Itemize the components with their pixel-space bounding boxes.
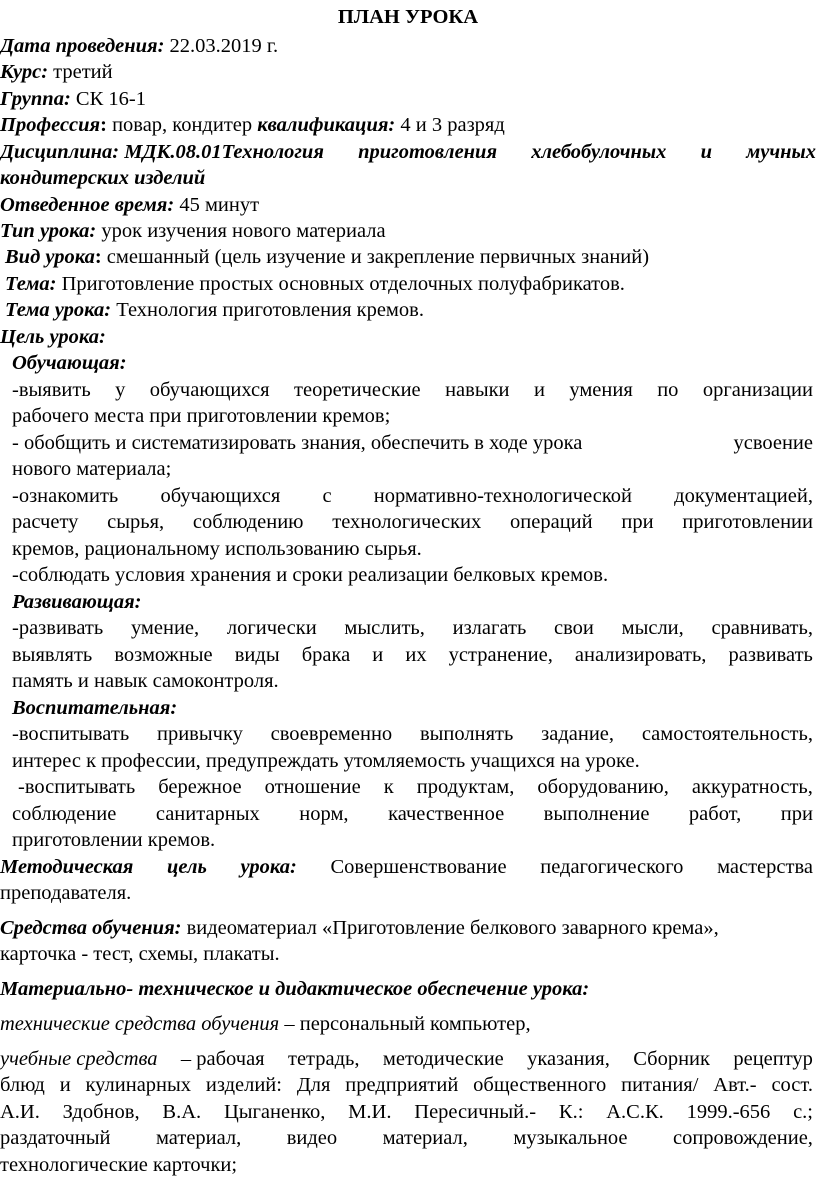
lesson-topic-value: Технология приготовления кремов. xyxy=(111,299,424,321)
teaching-item-1-cont: рабочего места при приготовлении кремов; xyxy=(12,405,391,427)
developing-line-1: -развивать умение, логически мыслить, излагать свои мысли, сравнивать, xyxy=(12,617,813,639)
material-heading: Материально- техническое и дидактическое обеспечение урока: xyxy=(0,978,590,1000)
developing-heading: Развивающая: xyxy=(12,591,142,613)
goals-heading: Цель урока: xyxy=(0,326,106,348)
date-label: Дата проведения: xyxy=(0,35,165,57)
means-line xyxy=(0,915,816,941)
topic-label: Тема: xyxy=(5,273,57,295)
educational-item-2-line-2: соблюдение санитарных норм, качественное выполнение работ, при xyxy=(12,803,813,825)
teaching-item-4: -соблюдать условия хранения и сроки реализации белковых кремов. xyxy=(12,564,609,586)
study-means-line-5: технологические карточки; xyxy=(0,1154,238,1176)
teaching-item-2: - обобщить и систематизировать знания, обеспечить в ходе урока усвоение xyxy=(12,432,813,454)
educational-heading: Воспитательная: xyxy=(12,697,178,719)
kind-value: смешанный (цель изучение и закрепление первичных знаний) xyxy=(101,246,650,268)
kind-line: Вид урока: смешанный (цель изучение и закрепление первичных знаний) xyxy=(5,246,650,268)
lesson-type-label: Тип урока: xyxy=(0,220,97,242)
lesson-topic-line xyxy=(5,297,816,323)
teaching-item-1: -выявить у обучающихся теоретические навыки и умения по организации xyxy=(12,379,813,401)
qualification-value: 4 и 3 разряд xyxy=(395,114,505,136)
teaching-item-2-cont: нового материала; xyxy=(12,458,172,480)
study-means-line-2: блюд и кулинарных изделий: Для предприятий общественного питания/ Авт.- сост. xyxy=(0,1074,813,1096)
discipline-line-2: кондитерских изделий xyxy=(0,167,206,189)
study-means-line-4: раздаточный материал, видео материал, музыкальное сопровождение, xyxy=(0,1127,813,1149)
date-value: 22.03.2019 г. xyxy=(164,35,279,57)
time-line xyxy=(0,192,816,218)
study-means-line-1: учебные средства – рабочая тетрадь, методические указания, Сборник рецептур xyxy=(0,1048,813,1070)
lesson-type-line xyxy=(0,218,816,244)
course-value: третий xyxy=(48,61,113,83)
means-value: видеоматериал «Приготовление белкового заварного крема», xyxy=(181,917,719,939)
developing-line-2: выявлять возможные виды брака и их устранение, анализировать, развивать xyxy=(12,644,813,666)
means-cont: карточка - тест, схемы, плакаты. xyxy=(0,943,280,965)
lesson-topic-label: Тема урока: xyxy=(5,299,112,321)
teaching-item-3: -ознакомить обучающихся с нормативно-технологической документацией, xyxy=(12,485,813,507)
course-line xyxy=(0,59,816,85)
tech-means-value: – персональный компьютер, xyxy=(279,1013,531,1035)
study-means-line-3: А.И. Здобнов, В.А. Цыганенко, М.И. Пересичный.- К.: А.С.К. 1999.-656 с.; xyxy=(0,1101,813,1123)
educational-item-2: -воспитывать бережное отношение к продуктам, оборудованию, аккуратность, xyxy=(18,776,813,798)
profession-line: Профессия: повар, кондитер квалификация: 4 и 3 разряд xyxy=(0,114,505,136)
discipline-label: Дисциплина xyxy=(0,141,113,163)
tech-means-label: технические средства обучения xyxy=(0,1013,280,1035)
teaching-item-3-cont: кремов, рациональному использованию сырья. xyxy=(12,538,422,560)
teaching-item-3-line-2: расчету сырья, соблюдению технологических операций при приготовлении xyxy=(12,511,813,533)
methodical-goal-cont: преподавателя. xyxy=(0,882,132,904)
time-value: 45 минут xyxy=(174,194,260,216)
topic-line xyxy=(5,271,816,297)
educational-item-2-cont: приготовлении кремов. xyxy=(12,829,216,851)
group-label: Группа: xyxy=(0,88,71,110)
methodical-goal-line: Методическая цель урока: Совершенствование педагогического мастерства xyxy=(0,856,813,878)
date-line xyxy=(0,33,816,59)
qualification-label: квалификация: xyxy=(257,114,396,136)
profession-value: повар, кондитер xyxy=(106,114,258,136)
topic-value: Приготовление простых основных отделочных полуфабрикатов. xyxy=(56,273,625,295)
means-label: Средства обучения: xyxy=(0,917,182,939)
page-title: ПЛАН УРОКА xyxy=(337,6,479,28)
profession-label: Профессия xyxy=(0,114,101,136)
educational-item-1-cont: интерес к профессии, предупреждать утомляемость учащихся на уроке. xyxy=(12,750,640,772)
tech-means-line xyxy=(0,1011,816,1037)
teaching-heading: Обучающая: xyxy=(12,352,127,374)
study-means-label: учебные средства xyxy=(0,1048,158,1070)
developing-line-3: память и навык самоконтроля. xyxy=(12,670,279,692)
group-value: СК 16-1 xyxy=(70,88,146,110)
course-label: Курс: xyxy=(0,61,49,83)
lesson-type-value: урок изучения нового материала xyxy=(96,220,386,242)
discipline-line: Дисциплина: МДК.08.01Технология приготовления хлебобулочных и мучных xyxy=(0,141,816,163)
group-line xyxy=(0,86,816,112)
time-label: Отведенное время: xyxy=(0,194,175,216)
kind-label: Вид урока xyxy=(5,246,95,268)
educational-item-1: -воспитывать привычку своевременно выполнять задание, самостоятельность, xyxy=(12,723,813,745)
